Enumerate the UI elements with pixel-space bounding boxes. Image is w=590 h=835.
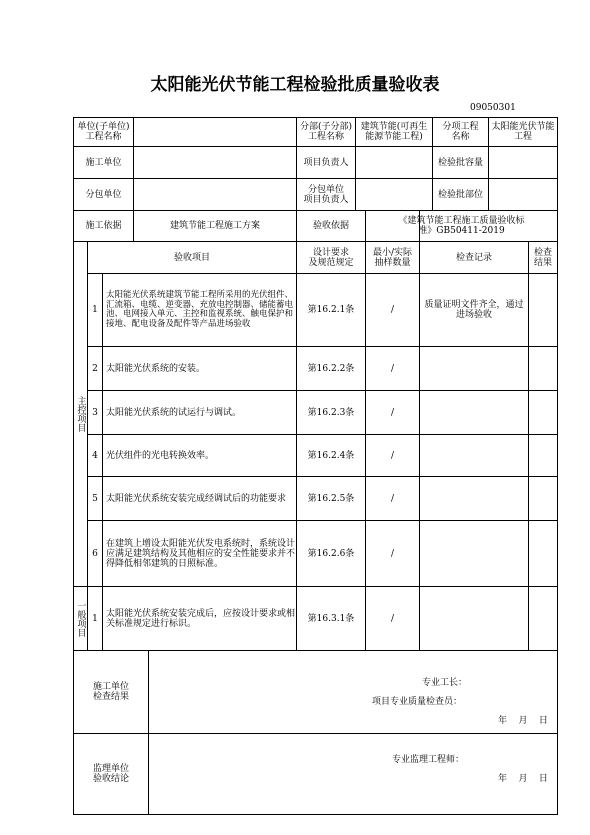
page-title: 太阳能光伏节能工程检验批质量验收表	[150, 75, 440, 95]
supervision-date[interactable]: 年 月 日	[498, 774, 548, 784]
check-record[interactable]	[420, 391, 528, 434]
item-project-label: 分项工程 名称	[442, 122, 479, 142]
item-description: 太阳能光伏系统的安装。	[106, 363, 206, 374]
design-clause: 第16.2.6条	[307, 548, 355, 559]
batch-location-label: 检验批部位	[437, 189, 483, 200]
basis-value: 建筑节能工程施工方案	[169, 221, 260, 231]
check-result[interactable]	[529, 435, 557, 476]
design-clause: 第16.2.5条	[307, 493, 355, 504]
check-record[interactable]: 质量证明文件齐全，通过 进场验收	[424, 300, 524, 320]
sample-count[interactable]: /	[390, 613, 395, 624]
check-result[interactable]	[529, 521, 557, 586]
sample-count[interactable]: /	[390, 407, 395, 418]
col-record-header: 检查记录	[455, 252, 492, 263]
row-number: 1	[92, 613, 98, 624]
unit-project-field[interactable]	[134, 118, 296, 146]
col-design-header: 设计要求 及规范规定	[308, 247, 354, 268]
design-clause: 第16.2.2条	[307, 363, 355, 374]
batch-location-field[interactable]	[489, 179, 557, 210]
item-description: 太阳能光伏系统的试运行与调试。	[106, 407, 242, 418]
project-leader-field[interactable]	[356, 147, 432, 178]
check-record[interactable]	[420, 435, 528, 476]
general-items-label: 一般项目	[75, 600, 86, 637]
sub-project-value: 建筑节能(可再生 能源节能工程)	[360, 122, 428, 142]
sample-count[interactable]: /	[390, 548, 395, 559]
row-number: 3	[92, 407, 98, 418]
sub-project-label: 分部(子分部) 工程名称	[299, 122, 353, 142]
col-result-header: 检查 结果	[533, 247, 552, 268]
sample-count[interactable]: /	[390, 305, 395, 315]
item-description: 光伏组件的光电转换效率。	[106, 450, 215, 461]
check-record[interactable]	[420, 347, 528, 390]
design-clause: 第16.2.3条	[307, 407, 355, 418]
subcontractor-label: 分包单位	[85, 189, 122, 200]
check-result[interactable]	[529, 347, 557, 390]
sample-count[interactable]: /	[390, 450, 395, 461]
row-number: 1	[92, 305, 98, 315]
foreman-signature-label: 专业工长：	[422, 678, 468, 688]
check-result[interactable]	[529, 587, 557, 650]
supervising-engineer-label: 专业监理工程师：	[392, 755, 465, 765]
check-result[interactable]	[529, 274, 557, 346]
check-result[interactable]	[529, 477, 557, 520]
batch-capacity-field[interactable]	[489, 147, 557, 178]
construction-unit-field[interactable]	[134, 147, 296, 178]
row-number: 4	[92, 450, 98, 461]
design-clause: 第16.3.1条	[307, 613, 355, 624]
supervision-check-label: 监理单位 验收结论	[92, 764, 129, 784]
sub-leader-label: 分包单位 项目负责人	[303, 184, 349, 205]
check-record[interactable]	[420, 477, 528, 520]
quality-inspector-label: 项目专业质量检查员：	[372, 697, 463, 707]
item-description: 太阳能光伏系统安装完成经调试后的功能要求	[106, 493, 287, 504]
design-clause: 第16.2.4条	[307, 450, 355, 461]
item-description: 太阳能光伏系统安装完成后，应按设计要求或相关标准规定进行标识。	[106, 608, 296, 629]
check-record[interactable]	[420, 521, 528, 586]
form-code: 09050301	[470, 103, 516, 113]
sub-leader-field[interactable]	[356, 179, 432, 210]
acceptance-basis-value: 《建筑节能工程施工质量验收标 准》GB50411-2019	[398, 216, 525, 236]
unit-project-label: 单位(子单位) 工程名称	[77, 122, 130, 142]
row-number: 5	[92, 493, 98, 504]
row-number: 6	[92, 548, 98, 559]
construction-unit-label: 施工单位	[85, 157, 122, 168]
design-clause: 第16.2.1条	[307, 305, 355, 315]
row-number: 2	[92, 363, 98, 374]
item-description: 在建筑上增设太阳能光伏发电系统时，系统设计应满足建筑结构及其他相应的安全性能要求并不得降低相邻建筑的日照标准。	[106, 538, 296, 569]
acceptance-basis-label: 验收依据	[312, 221, 349, 231]
subcontractor-field[interactable]	[134, 179, 296, 210]
basis-label: 施工依据	[85, 221, 122, 231]
project-leader-label: 项目负责人	[303, 157, 349, 168]
col-item-header: 验收项目	[173, 252, 210, 263]
item-project-value: 太阳能光伏节能 工程	[491, 122, 555, 142]
check-record[interactable]	[420, 587, 528, 650]
item-description: 太阳能光伏系统建筑节能工程所采用的光伏组件、汇流箱、电缆、逆变器、充放电控制器、储能蓄电池、电网接入单元、主控和监视系统、触电保护和接地、配电设备及配件等产品进场验收	[106, 290, 294, 329]
main-control-label: 主控项目	[75, 396, 86, 432]
check-result[interactable]	[529, 391, 557, 434]
construction-check-label: 施工单位 检查结果	[92, 682, 129, 702]
batch-capacity-label: 检验批容量	[437, 157, 483, 168]
col-sample-header: 最小/实际 抽样数量	[372, 247, 413, 268]
sample-count[interactable]: /	[390, 363, 395, 374]
sample-count[interactable]: /	[390, 493, 395, 504]
construction-date[interactable]: 年 月 日	[498, 716, 548, 726]
